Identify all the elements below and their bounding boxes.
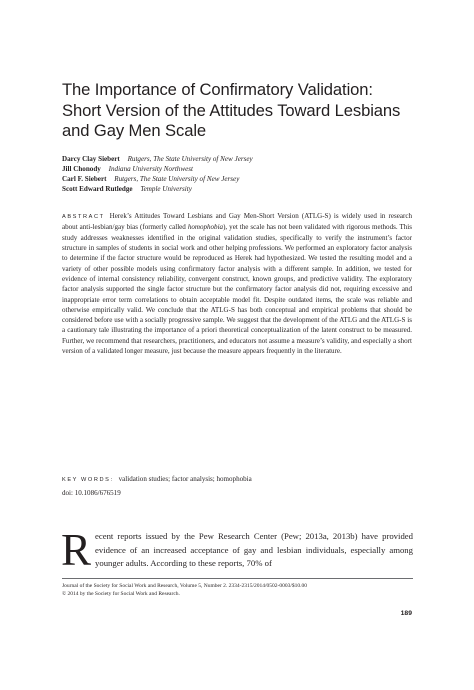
footer-divider xyxy=(62,578,413,579)
author-affiliation: Rutgers, The State University of New Jersey xyxy=(127,155,253,163)
author-name: Darcy Clay Siebert xyxy=(62,155,120,163)
drop-cap: R xyxy=(61,525,92,575)
author-entry xyxy=(62,164,422,174)
keywords-label: KEY WORDS: xyxy=(62,477,114,483)
article-title xyxy=(62,80,422,142)
abstract-text-start: Herek’s Attitudes Toward Lesbians and Gay Men-Short Version (ATLG-S) is widely used in research about anti-lesbian/gay bias (formerly called xyxy=(62,212,412,232)
author-entry xyxy=(62,174,422,184)
article-title-line: Short Version of the Attitudes Toward Lesbians xyxy=(62,100,401,120)
article-title-line: The Importance of Confirmatory Validation: xyxy=(62,80,373,99)
author-list xyxy=(62,154,422,194)
author-name: Jill Chonody xyxy=(62,165,101,174)
abstract xyxy=(62,211,412,356)
copyright-notice: © 2014 by the Society for Social Work and Research. xyxy=(62,590,180,597)
keywords-text: validation studies; factor analysis; homophobia xyxy=(118,475,252,483)
body-text: ecent reports issued by the Pew Research Center (Pew; 2013a, 2013b) have provided evidence of an increased acceptance of gay and lesbian individuals, especially among younger adults. According to these reports, 70% of xyxy=(95,531,413,569)
article-title-line: and Gay Men Scale xyxy=(62,121,207,140)
keywords xyxy=(62,474,412,485)
abstract-text-end: ), yet the scale has not been validated with rigorous methods. This study addresses weaknesses identified in the original validation studies, specifically to verify the instrument’s factor structure in samples of students in social work and other helping professions. We performed an exploratory factor analysis to determine if the factor structure would be reproduced as Herek had hypothesized. We tested the resulting model and a variety of other possible models using confirmatory factor analysis with a different sample. In addition, we tested for evidence of internal consistency reliability, convergent construct, known groups, and predictive validity. The exploratory factor analysis supported the single factor structure but the confirmatory factor analysis did not, requiring excessive and inappropriate error term correlations to obtain acceptable model fit. Despite outdated items, the scale was reliable and otherwise empirically valid. We conclude that the ATLG-S has both conceptual and empirical problems that should be considered before use with a socially progressive sample. We suggest that the development of the ATLG and the ATLG-S is a cautionary tale illustrating the importance of a priori theoretical conceptualization of the latent construct to be measured. Further, we recommend that researchers, practitioners, and educators not assume a measure’s validity, and especially a short version of a validated longer measure, just because the measure appears frequently in the literature. xyxy=(62,223,412,356)
body-paragraph xyxy=(61,525,413,575)
author-affiliation: Rutgers, The State University of New Jersey xyxy=(114,175,240,184)
abstract-label: ABSTRACT xyxy=(62,214,105,220)
author-entry xyxy=(62,184,422,194)
abstract-italic-term: homophobia xyxy=(187,223,224,232)
author-name: Scott Edward Rutledge xyxy=(62,185,133,194)
author-affiliation: Indiana University Northwest xyxy=(108,165,193,174)
author-name: Carl F. Siebert xyxy=(62,175,107,184)
author-affiliation: Temple University xyxy=(140,185,192,194)
author-entry xyxy=(62,154,422,164)
page-footer xyxy=(62,583,422,599)
doi: doi: 10.1086/676519 xyxy=(62,489,121,497)
page-number: 189 xyxy=(400,610,412,617)
journal-citation: Journal of the Society for Social Work and Research, Volume 5, Number 2. 2334-2315/2014/0502-0003/$10.00 xyxy=(62,583,308,589)
